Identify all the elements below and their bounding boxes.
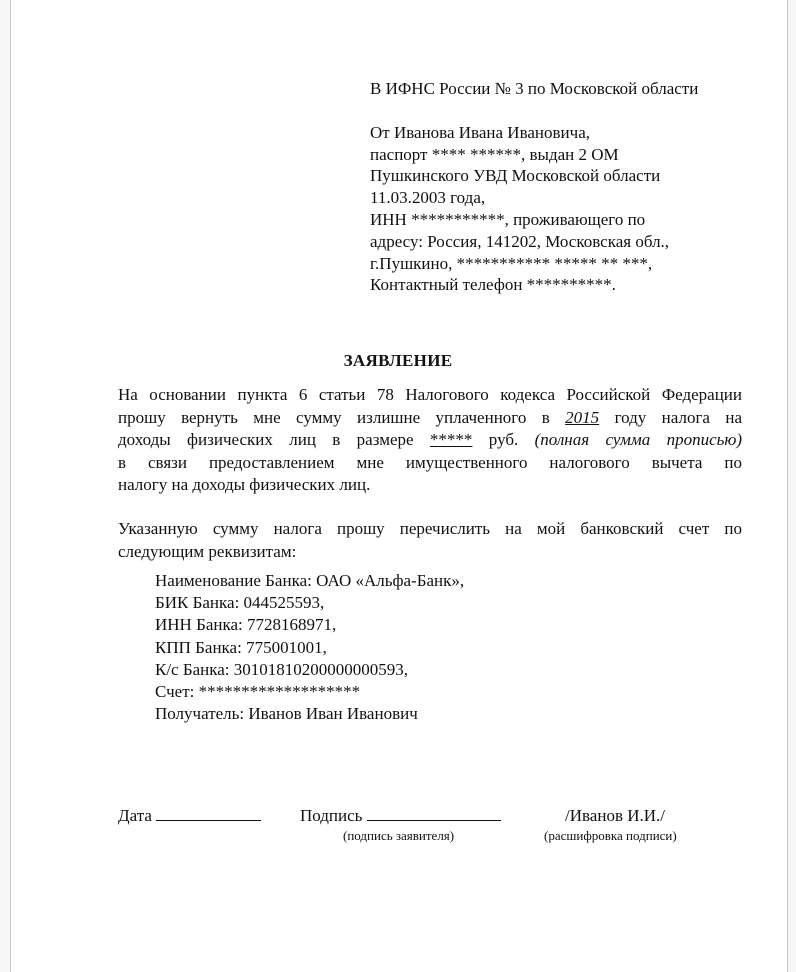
- page-margin-left: [0, 0, 11, 972]
- bank-bik: БИК Банка: 044525593,: [155, 593, 325, 613]
- line-text: доходы физических лиц в размере: [118, 430, 414, 449]
- currency: руб.: [488, 430, 519, 449]
- recipient: Получатель: Иванов Иван Иванович: [155, 704, 418, 724]
- amount-in-words-note: (полная сумма прописью): [534, 430, 743, 449]
- address-line-1: адресу: Россия, 141202, Московская обл.,: [370, 231, 670, 251]
- paragraph-line: [118, 429, 742, 452]
- signer-name: /Иванов И.И./: [565, 806, 665, 825]
- name-caption: (расшифровка подписи): [544, 828, 677, 843]
- bank-kpp: КПП Банка: 775001001,: [155, 637, 327, 657]
- addressee: В ИФНС России № 3 по Московской области: [370, 79, 699, 98]
- paragraph-line: налогу на доходы физических лиц.: [118, 475, 371, 494]
- inn-line: ИНН ***********, проживающего по: [370, 209, 646, 229]
- address-line-2: г.Пушкино, *********** ***** ** ***,: [370, 253, 653, 273]
- bank-details: [155, 570, 464, 725]
- header-block: [370, 78, 750, 296]
- passport-line: паспорт **** ******, выдан 2 ОМ: [370, 144, 619, 164]
- date-field: [118, 806, 261, 826]
- account-number: Счет: *******************: [155, 682, 361, 702]
- request-paragraph: [118, 384, 742, 497]
- signature-label: Подпись: [300, 806, 363, 825]
- paragraph-line: в связи предоставлением мне имущественного налогового вычета по: [118, 452, 742, 472]
- paragraph-line: Указанную сумму налога прошу перечислить на мой банковский счет по: [118, 519, 742, 538]
- signature-caption: (подпись заявителя): [343, 828, 455, 843]
- line-text: году налога на: [614, 407, 743, 427]
- refund-amount: *****: [429, 430, 473, 449]
- document-title: ЗАЯВЛЕНИЕ: [343, 351, 453, 370]
- issuer-line: Пушкинского УВД Московской области: [370, 166, 661, 186]
- signature-field: [300, 806, 501, 826]
- phone-line: Контактный телефон **********.: [370, 275, 616, 295]
- paragraph-line: следующим реквизитам:: [118, 541, 297, 561]
- issue-date-line: 11.03.2003 года,: [370, 188, 486, 208]
- tax-year: 2015: [565, 407, 600, 427]
- signature-blank: [367, 806, 501, 821]
- bank-inn: ИНН Банка: 7728168971,: [155, 615, 337, 635]
- bank-correspondent-account: К/с Банка: 30101810200000000593,: [155, 659, 409, 679]
- from-line: От Иванова Ивана Ивановича,: [370, 122, 590, 142]
- transfer-paragraph: [118, 518, 742, 563]
- line-text: прошу вернуть мне сумму излишне уплаченного в: [118, 407, 550, 427]
- paragraph-line: На основании пункта 6 статьи 78 Налогового кодекса Российской Федерации: [118, 385, 742, 404]
- bank-name: Наименование Банка: ОАО «Альфа-Банк»,: [155, 571, 465, 590]
- page-margin-right: [787, 0, 796, 972]
- paragraph-line: [118, 407, 742, 430]
- date-label: Дата: [118, 806, 152, 825]
- date-blank: [156, 806, 261, 821]
